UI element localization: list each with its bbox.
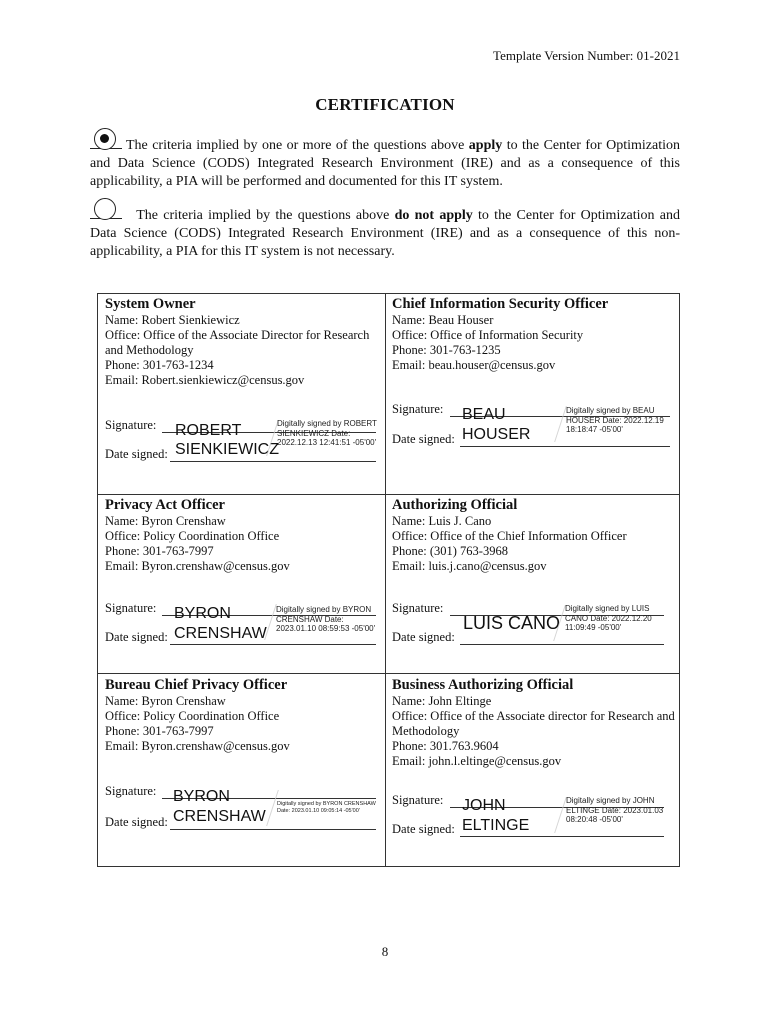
signatory-phone: Phone: 301-763-1234 [105, 358, 214, 372]
option-not-apply-text-before: The criteria implied by the questions above [136, 208, 395, 223]
date-underline [460, 644, 664, 645]
table-divider-vertical [385, 293, 386, 867]
cell-bureau-chief-privacy-officer [105, 676, 380, 754]
option-apply [90, 134, 680, 191]
signature-label: Signature: [105, 601, 157, 615]
signatory-email: Email: Robert.sienkiewicz@census.gov [105, 373, 305, 387]
signature-name-line2: SIENKIEWICZ [175, 441, 280, 458]
signatory-email: Email: luis.j.cano@census.gov [392, 559, 547, 573]
signatory-email: Email: Byron.crenshaw@census.gov [105, 559, 290, 573]
signature-name-line2: CRENSHAW [173, 808, 266, 825]
signature-name-line1: BYRON [173, 788, 230, 805]
page-number: 8 [381, 944, 389, 959]
date-underline [460, 836, 664, 837]
role-title: Authorizing Official [392, 497, 518, 513]
option-not-apply-text-after: to the Center for Optimization and Data Science (CODS) Integrated Research Environment (IRE) and as a consequence of this non-applicability, a PIA for this IT system is not necessary. [90, 208, 681, 259]
signature-label: Signature: [392, 601, 444, 615]
option-apply-blank [90, 134, 122, 149]
signatory-email: Email: Byron.crenshaw@census.gov [105, 739, 290, 753]
signatory-office: Office: Office of the Associate Director for Research and Methodology [105, 328, 370, 357]
signature-name-line2: CRENSHAW [174, 625, 267, 642]
cell-system-owner [105, 295, 380, 388]
date-signed-label: Date signed: [392, 630, 455, 644]
date-underline [170, 461, 376, 462]
digital-signature-info: Digitally signed by ROBERT SIENKIEWICZ Date: 2022.12.13 12:41:51 -05'00' [277, 419, 377, 447]
signatory-name: Name: Luis J. Cano [392, 514, 492, 528]
date-signed-label: Date signed: [105, 815, 168, 829]
role-title: Chief Information Security Officer [392, 296, 609, 312]
date-signed-label: Date signed: [105, 630, 168, 644]
table-divider-row-1 [97, 494, 680, 495]
signatory-phone: Phone: 301-763-7997 [105, 724, 214, 738]
digital-signature-info: Digitally signed by LUIS CANO Date: 2022.12.20 11:09:49 -05'00' [565, 604, 652, 632]
signature-label: Signature: [392, 402, 444, 416]
signature-name-line2: HOUSER [462, 426, 531, 443]
role-title: Privacy Act Officer [105, 497, 225, 513]
template-version: Template Version Number: 01-2021 [493, 48, 680, 63]
digital-signature-info: Digitally signed by BYRON CRENSHAW Date: 2023.01.10 09:05:14 -05'00' [277, 801, 376, 814]
signatory-office: Office: Policy Coordination Office [105, 529, 280, 543]
signature-name-line1: LUIS CANO [463, 613, 561, 633]
certification-title: CERTIFICATION [315, 95, 455, 114]
signature-name-line2: ELTINGE [462, 817, 530, 834]
role-title: Bureau Chief Privacy Officer [105, 677, 288, 693]
option-apply-text-before: The criteria implied by one or more of the questions above [126, 138, 469, 153]
digital-signature-info: Digitally signed by JOHN ELTINGE Date: 2023.01.03 08:20:48 -05'00' [566, 796, 664, 824]
cell-business-authorizing-official [392, 676, 677, 769]
signatory-name: Name: Byron Crenshaw [105, 694, 226, 708]
signatory-office: Office: Office of the Associate director for Research and Methodology [392, 709, 675, 738]
role-title: System Owner [105, 296, 196, 312]
signatory-phone: Phone: 301-763-7997 [105, 544, 214, 558]
digital-signature-info: Digitally signed by BYRON CRENSHAW Date: 2023.01.10 08:59:53 -05'00' [276, 605, 376, 633]
unselected-radio-icon[interactable] [94, 198, 116, 220]
signature-label: Signature: [105, 418, 157, 432]
signatory-name: Name: Robert Sienkiewicz [105, 313, 240, 327]
digital-signature-info: Digitally signed by BEAU HOUSER Date: 2022.12.19 18:18:47 -05'00' [566, 406, 664, 434]
selected-radio-icon[interactable] [94, 128, 116, 150]
cell-authorizing-official [392, 496, 677, 574]
signatory-email: Email: beau.houser@census.gov [392, 358, 556, 372]
signatory-phone: Phone: 301-763-1235 [392, 343, 501, 357]
signatory-office: Office: Policy Coordination Office [105, 709, 280, 723]
cell-ciso [392, 295, 677, 373]
signature-label: Signature: [392, 793, 444, 807]
date-underline [170, 829, 376, 830]
signature-name-line1: JOHN [462, 797, 506, 814]
table-divider-row-2 [97, 673, 680, 674]
signatory-phone: Phone: (301) 763-3968 [392, 544, 508, 558]
role-title: Business Authorizing Official [392, 677, 574, 693]
date-signed-label: Date signed: [105, 447, 168, 461]
date-underline [460, 446, 670, 447]
signatory-name: Name: Byron Crenshaw [105, 514, 226, 528]
signatory-email: Email: john.l.eltinge@census.gov [392, 754, 562, 768]
signature-name-line1: BYRON [174, 605, 231, 622]
signature-name-line1: ROBERT [175, 422, 242, 439]
option-not-apply-blank [90, 204, 122, 219]
signature-name-line1: BEAU [462, 406, 506, 423]
signatory-phone: Phone: 301.763.9604 [392, 739, 499, 753]
date-signed-label: Date signed: [392, 822, 455, 836]
signatory-name: Name: Beau Houser [392, 313, 494, 327]
signature-label: Signature: [105, 784, 157, 798]
date-signed-label: Date signed: [392, 432, 455, 446]
option-apply-bold: apply [468, 138, 503, 153]
signatory-office: Office: Office of Information Security [392, 328, 584, 342]
date-underline [170, 644, 376, 645]
option-not-apply [90, 204, 680, 261]
signatory-office: Office: Office of the Chief Information Officer [392, 529, 627, 543]
signatory-name: Name: John Eltinge [392, 694, 492, 708]
option-apply-text-after: to the Center for Optimization and Data Science (CODS) Integrated Research Environment (IRE) and as a consequence of this applicability, a PIA will be performed and documented for this IT system. [90, 138, 680, 189]
cell-privacy-act-officer [105, 496, 380, 574]
option-not-apply-bold: do not apply [394, 208, 473, 223]
